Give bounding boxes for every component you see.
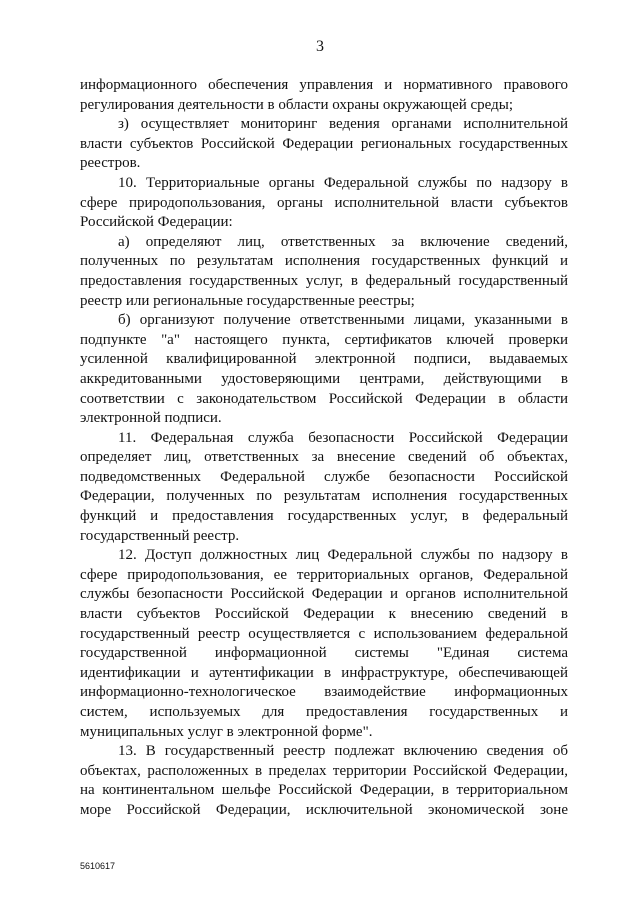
- paragraph-item-a: а) определяют лиц, ответственных за включение сведений, полученных по результатам исполнения государственных функций и предоставления государственных услуг, в федеральный государственный реестр или региональные государственные реестры;: [80, 233, 568, 309]
- paragraph-clause-11: 11. Федеральная служба безопасности Российской Федерации определяет лиц, ответственных за внесение сведений об объектах, подведомственных Федеральной службе безопасности Российской Федерации, полученных по результатам исполнения государственных функций и предоставления государственных услуг, в федеральный государственный реестр.: [80, 429, 568, 544]
- document-code: 5610617: [80, 861, 116, 871]
- document-body: [80, 76, 568, 821]
- paragraph-continuation: информационного обеспечения управления и нормативного правового регулирования деятельности в области охраны окружающей среды;: [80, 77, 568, 113]
- paragraph-clause-10: 10. Территориальные органы Федеральной службы по надзору в сфере природопользования, органы исполнительной власти субъектов Российской Федерации:: [80, 174, 568, 231]
- paragraph-item-z: з) осуществляет мониторинг ведения органами исполнительной власти субъектов Российской Федерации региональных государственных реестров.: [80, 116, 568, 172]
- page-number: 3: [316, 38, 324, 55]
- paragraph-clause-13: 13. В государственный реестр подлежат включению сведения об объектах, расположенных в пределах территории Российской Федерации, на континентальном шельфе Российской Федерации, в территориальном море Российской Федерации, исключительной экономической зоне: [80, 743, 568, 818]
- paragraph-clause-12: 12. Доступ должностных лиц Федеральной службы по надзору в сфере природопользования, ее территориальных органов, Федеральной службы безопасности Российской Федерации и органов исполнительной власти субъектов Российской Федерации к внесению сведений в государственный реестр осуществляется с использованием федеральной государственной информационной системы "Единая система идентификации и аутентификации в инфраструктуре, обеспечивающей информационно-технологическое взаимодействие информационных систем, используемых для предоставления государственных и муниципальных услуг в электронной форме".: [80, 547, 568, 740]
- paragraph-item-b: б) организуют получение ответственными лицами, указанными в подпункте "а" настоящего пункта, сертификатов ключей проверки усиленной квалифицированной электронной подписи, выдаваемых аккредитованными удостоверяющими центрами, действующими в соответствии с законодательством Российской Федерации в области электронной подписи.: [80, 312, 568, 427]
